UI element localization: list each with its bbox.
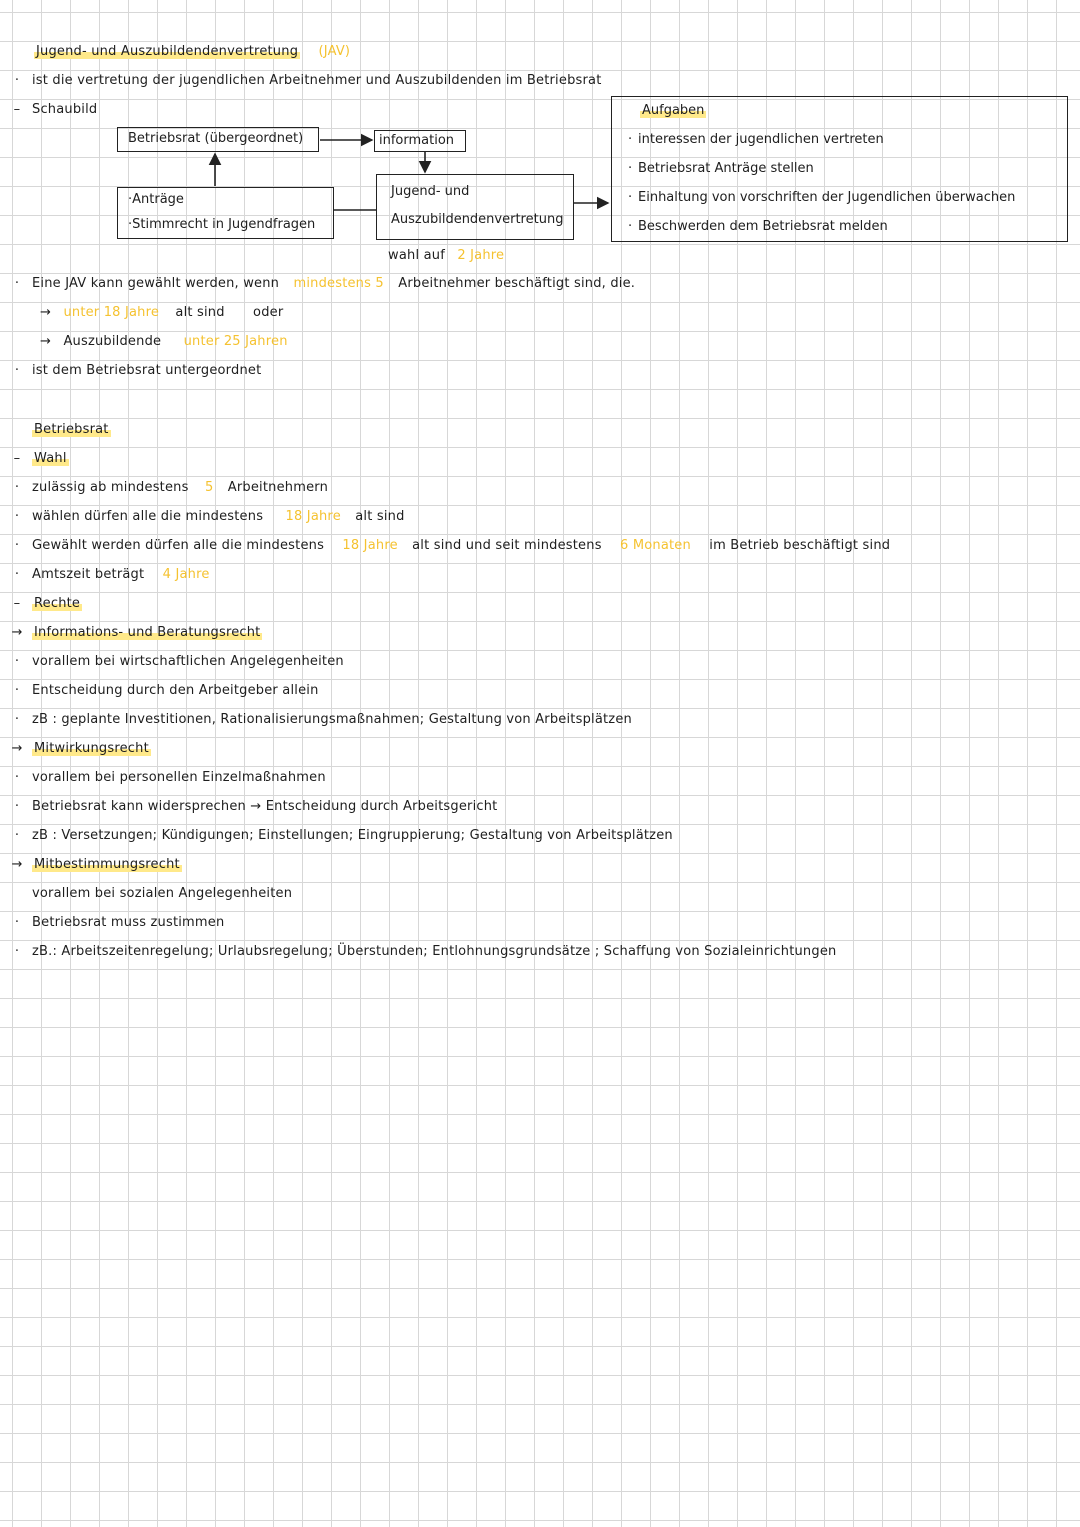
bullet-icon: · [14, 712, 20, 727]
jav-abbr: (JAV) [318, 44, 351, 59]
dash-icon: – [13, 102, 21, 117]
information-box: information [374, 130, 466, 152]
arrow-right-icon: → [11, 857, 23, 872]
bullet-icon: · [14, 480, 20, 495]
bullet-icon: · [14, 73, 20, 88]
bullet-icon: · [14, 683, 20, 698]
rights-item: ·Anträge [128, 192, 184, 207]
bullet-icon: · [14, 509, 20, 524]
bullet-icon: · [14, 770, 20, 785]
jav-title: Jugend- und Auszubildendenvertretung [36, 44, 299, 59]
dash-icon: – [13, 596, 21, 611]
bullet-icon: · [14, 567, 20, 582]
aufgaben-title: Aufgaben [642, 103, 705, 118]
bullet-icon: · [14, 654, 20, 669]
diagram-connectors [0, 0, 1080, 300]
dash-icon: – [13, 451, 21, 466]
betriebsrat-title: Betriebsrat [34, 422, 109, 437]
jav-box: Jugend- und Auszubildendenvertretung [376, 174, 574, 240]
arrow-right-icon: → [11, 741, 23, 756]
bullet-icon: · [14, 538, 20, 553]
bullet-icon: · [14, 944, 20, 959]
betriebsrat-box: Betriebsrat (übergeordnet) [117, 127, 319, 152]
bullet-icon: · [14, 915, 20, 930]
aufgaben-item: · Beschwerden dem Betriebsrat melden [628, 219, 888, 234]
aufgaben-item: · Betriebsrat Anträge stellen [628, 161, 814, 176]
aufgaben-item: · interessen der jugendlichen vertreten [628, 132, 884, 147]
arrow-right-icon: → [40, 334, 52, 349]
arrow-right-icon: → [11, 625, 23, 640]
bullet-icon: · [14, 276, 20, 291]
aufgaben-item: · Einhaltung von vorschriften der Jugendlichen überwachen [628, 190, 1016, 205]
bullet-icon: · [14, 828, 20, 843]
wahl-line: wahl auf 2 Jahre [388, 248, 505, 263]
schaubild-label: Schaubild [32, 102, 98, 117]
jav-definition: ist die vertretung der jugendlichen Arbeitnehmer und Auszubildenden im Betriebsrat [32, 73, 602, 88]
arrow-right-icon: → [40, 305, 52, 320]
bullet-icon: · [14, 363, 20, 378]
bullet-icon: · [14, 799, 20, 814]
rights-item: ·Stimmrecht in Jugendfragen [128, 217, 316, 232]
